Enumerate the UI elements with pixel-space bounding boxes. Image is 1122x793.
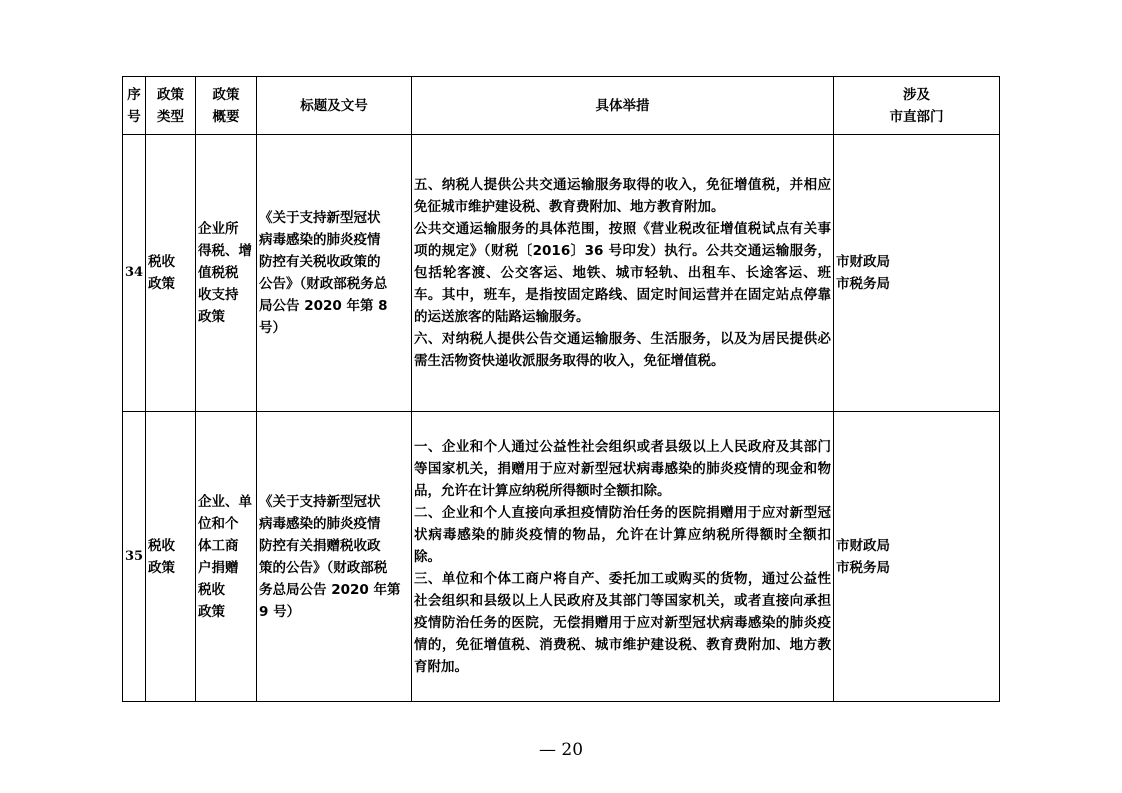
measure-paragraph: 一、企业和个人通过公益性社会组织或者县级以上人民政府及其部门等国家机关，捐赠用于应对新型冠状病毒感染的肺炎疫情的现金和物品，允许在计算应纳税所得额时全额扣除。 — [414, 438, 831, 499]
table-row — [123, 135, 1000, 412]
page-number: — 20 — [538, 740, 584, 760]
row-title: 《关于支持新型冠状 病毒感染的肺炎疫情 防控有关捐赠税收政 策的公告》（财政部税 务总局公告 2020 年第 9 号） — [257, 412, 412, 702]
row-seq: 35 — [123, 412, 146, 702]
measure-paragraph: 公共交通运输服务的具体范围，按照《营业税改征增值税试点有关事项的规定》（财税〔2016〕36 号印发）执行。公共交通运输服务，包括轮客渡、公交客运、地铁、城市轻轨、出租车、长途客运、班车。其中，班车，是指按固定路线、固定时间运营并在固定站点停靠的运送旅客的陆路运输服务。 — [414, 221, 831, 325]
header-policy-type: 政策 类型 — [146, 77, 196, 135]
row-policy-summary: 企业所 得税、增 值税税 收支持 政策 — [196, 135, 257, 412]
header-measures: 具体举措 — [412, 77, 834, 135]
measure-paragraph: 五、纳税人提供公共交通运输服务取得的收入，免征增值税，并相应免征城市维护建设税、教育费附加、地方教育附加。 — [414, 177, 831, 215]
row-departments: 市财政局 市税务局 — [834, 412, 1000, 702]
header-departments: 涉及 市直部门 — [834, 77, 1000, 135]
row-policy-type: 税收 政策 — [146, 412, 196, 702]
table-row — [123, 412, 1000, 702]
header-title: 标题及文号 — [257, 77, 412, 135]
table-header-row — [123, 77, 1000, 135]
row-seq: 34 — [123, 135, 146, 412]
row-policy-summary: 企业、单 位和个 体工商 户捐赠 税收 政策 — [196, 412, 257, 702]
row-measures — [412, 412, 834, 702]
measure-paragraph: 三、单位和个体工商户将自产、委托加工或购买的货物，通过公益性社会组织和县级以上人民政府及其部门等国家机关，或者直接向承担疫情防治任务的医院，无偿捐赠用于应对新型冠状病毒感染的肺炎疫情的，免征增值税、消费税、城市维护建设税、教育费附加、地方教育附加。 — [414, 570, 831, 675]
header-policy-summary: 政策 概要 — [196, 77, 257, 135]
row-measures — [412, 135, 834, 412]
policy-table — [122, 76, 1000, 702]
measure-paragraph: 二、企业和个人直接向承担疫情防治任务的医院捐赠用于应对新型冠状病毒感染的肺炎疫情的物品，允许在计算应纳税所得额时全额扣除。 — [414, 504, 831, 565]
header-seq: 序 号 — [123, 77, 146, 135]
measure-paragraph: 六、对纳税人提供公告交通运输服务、生活服务，以及为居民提供必需生活物资快递收派服务取得的收入，免征增值税。 — [414, 331, 831, 369]
row-departments: 市财政局 市税务局 — [834, 135, 1000, 412]
row-title: 《关于支持新型冠状 病毒感染的肺炎疫情 防控有关税收政策的 公告》（财政部税务总 局公告 2020 年第 8 号） — [257, 135, 412, 412]
row-policy-type: 税收 政策 — [146, 135, 196, 412]
